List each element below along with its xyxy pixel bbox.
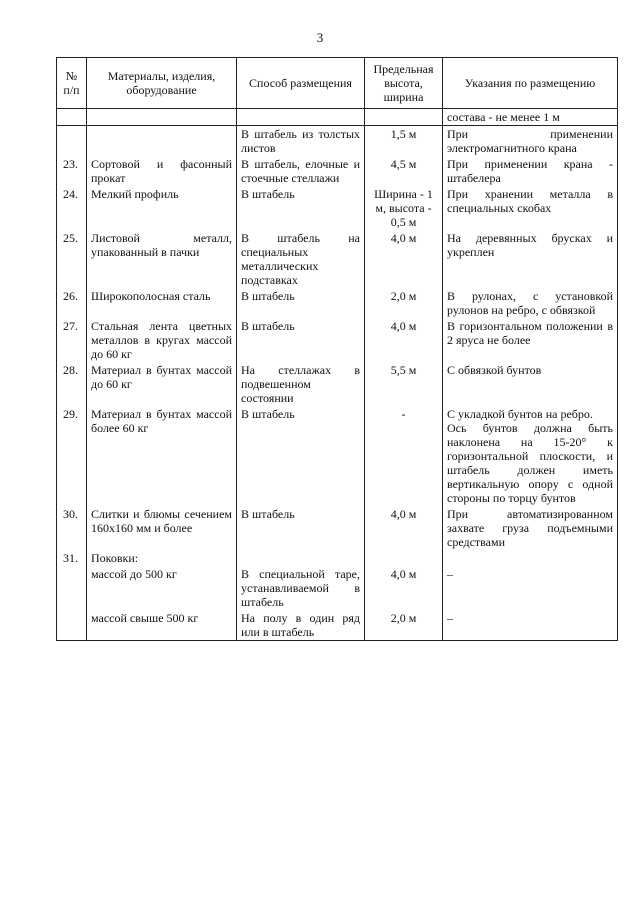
cell-limit: - [365, 406, 443, 506]
cell-limit: 1,5 м [365, 126, 443, 157]
cell-material: Материал в бунтах массой до 60 кг [87, 362, 237, 406]
cell-limit: Ширина - 1 м, высота - 0,5 м [365, 186, 443, 230]
cell-number [57, 126, 87, 157]
cell-limit: 4,0 м [365, 566, 443, 610]
placement-table [56, 57, 618, 641]
cell-notes [443, 550, 618, 566]
cell-notes: На деревянных брусках и укреплен [443, 230, 618, 288]
cell-method: В штабель, елочные и стоечные стеллажи [237, 156, 365, 186]
cell-notes: – [443, 566, 618, 610]
table-row [57, 126, 618, 157]
cell-empty [365, 109, 443, 126]
cell-number: 31. [57, 550, 87, 566]
page-number: 3 [316, 30, 324, 45]
table-row [57, 318, 618, 362]
cell-empty [237, 109, 365, 126]
cell-limit: 5,5 м [365, 362, 443, 406]
cell-notes: – [443, 610, 618, 641]
table-row [57, 230, 618, 288]
cell-number: 28. [57, 362, 87, 406]
cell-material: Мелкий профиль [87, 186, 237, 230]
cell-number [57, 610, 87, 641]
table-row [57, 506, 618, 550]
cell-method [237, 550, 365, 566]
cell-method: В штабель на специальных металлических подставках [237, 230, 365, 288]
cell-material: Поковки: [87, 550, 237, 566]
cell-material: Стальная лента цветных металлов в кругах массой до 60 кг [87, 318, 237, 362]
table-row [57, 288, 618, 318]
cell-material: массой до 500 кг [87, 566, 237, 610]
cell-material: Сортовой и фасонный прокат [87, 156, 237, 186]
table-row [57, 186, 618, 230]
cell-limit: 2,0 м [365, 288, 443, 318]
cell-material: Слитки и блюмы сечением 160х160 мм и более [87, 506, 237, 550]
cell-limit: 2,0 м [365, 610, 443, 641]
cell-limit [365, 550, 443, 566]
cell-number [57, 566, 87, 610]
cell-method: В штабель из толстых листов [237, 126, 365, 157]
table-row [57, 156, 618, 186]
cell-number: 24. [57, 186, 87, 230]
cell-method: В штабель [237, 406, 365, 506]
continuation-row [57, 109, 618, 126]
cell-notes: При автоматизированном захвате груза подъемными средствами [443, 506, 618, 550]
cell-empty [57, 109, 87, 126]
header-number: № п/п [57, 58, 87, 109]
cell-notes: С укладкой бунтов на ребро. Ось бунтов должна быть наклонена на 15-20° к горизонтальной плоскости, и штабель должен иметь вертикальную опору с одной стороны по торцу бунтов [443, 406, 618, 506]
cell-method: В специальной таре, устанавливаемой в штабель [237, 566, 365, 610]
cell-method: В штабель [237, 506, 365, 550]
cell-number: 25. [57, 230, 87, 288]
header-material: Материалы, изделия, оборудование [87, 58, 237, 109]
cell-notes: При применении электромагнитного крана [443, 126, 618, 157]
cell-notes: При хранении металла в специальных скобах [443, 186, 618, 230]
cell-number: 26. [57, 288, 87, 318]
cell-number: 29. [57, 406, 87, 506]
cell-number: 27. [57, 318, 87, 362]
cell-material: Материал в бунтах массой более 60 кг [87, 406, 237, 506]
cell-number: 23. [57, 156, 87, 186]
cell-material [87, 126, 237, 157]
cell-method: В штабель [237, 186, 365, 230]
table-header-row [57, 58, 618, 109]
cell-method: В штабель [237, 288, 365, 318]
cell-number: 30. [57, 506, 87, 550]
cell-method: На стеллажах в подвешенном состоянии [237, 362, 365, 406]
header-notes: Указания по размещению [443, 58, 618, 109]
header-limit: Предельная высота, ширина [365, 58, 443, 109]
cell-notes: С обвязкой бунтов [443, 362, 618, 406]
cell-notes: В горизонтальном положении в 2 яруса не более [443, 318, 618, 362]
table-row [57, 566, 618, 610]
cell-method: На полу в один ряд или в штабель [237, 610, 365, 641]
table-row [57, 550, 618, 566]
cell-material: Листовой металл, упакованный в пачки [87, 230, 237, 288]
cell-limit: 4,0 м [365, 230, 443, 288]
table-row [57, 406, 618, 506]
cell-limit: 4,0 м [365, 506, 443, 550]
cell-empty [87, 109, 237, 126]
table-row [57, 610, 618, 641]
cell-material: Широкополосная сталь [87, 288, 237, 318]
cell-limit: 4,0 м [365, 318, 443, 362]
cell-method: В штабель [237, 318, 365, 362]
continuation-note: состава - не менее 1 м [443, 109, 618, 126]
cell-notes: При применении крана - штабелера [443, 156, 618, 186]
header-method: Способ размещения [237, 58, 365, 109]
table-row [57, 362, 618, 406]
cell-material: массой свыше 500 кг [87, 610, 237, 641]
cell-notes: В рулонах, с установкой рулонов на ребро, с обвязкой [443, 288, 618, 318]
cell-limit: 4,5 м [365, 156, 443, 186]
